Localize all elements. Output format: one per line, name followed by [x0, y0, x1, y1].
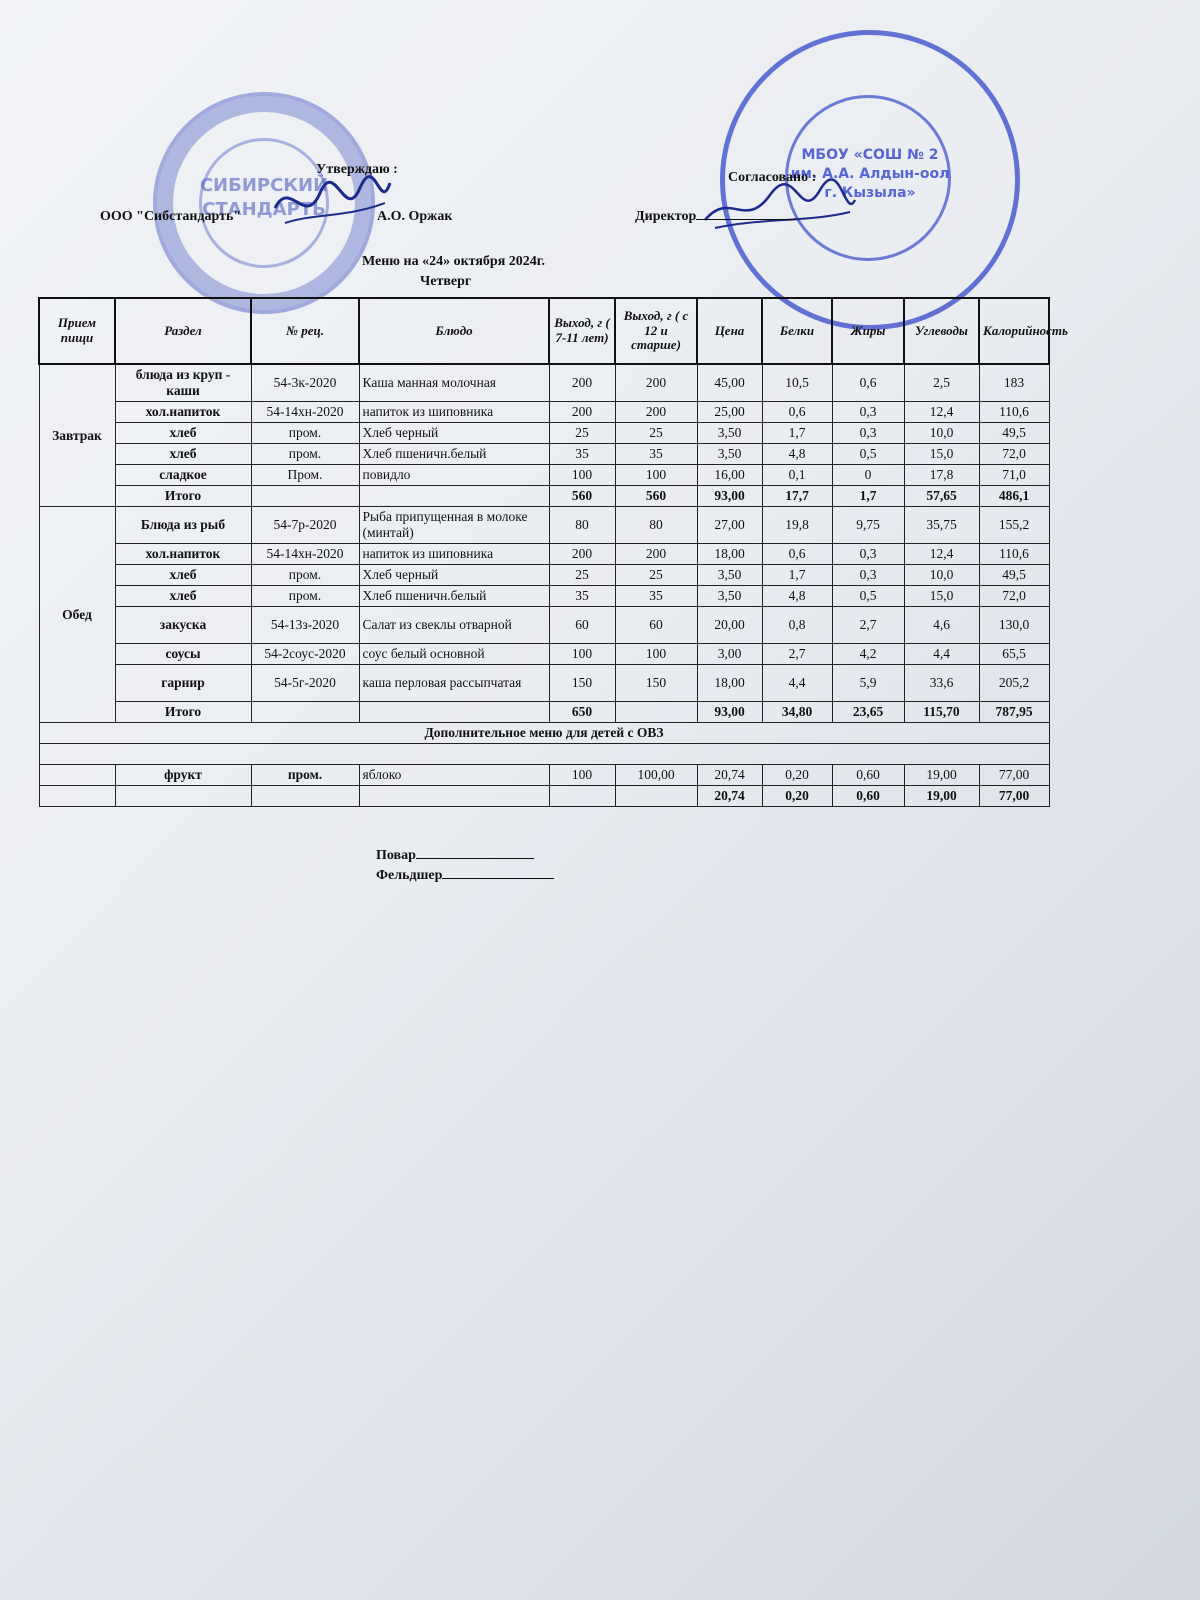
table-cell: 35	[549, 444, 615, 465]
table-cell: 27,00	[697, 507, 762, 544]
table-cell	[359, 786, 549, 807]
table-cell: каша перловая рассыпчатая	[359, 665, 549, 702]
table-cell: 33,6	[904, 665, 979, 702]
table-cell	[359, 486, 549, 507]
table-cell	[359, 702, 549, 723]
table-cell: 0,5	[832, 586, 904, 607]
table-cell: 19,00	[904, 765, 979, 786]
table-cell: 200	[549, 544, 615, 565]
table-cell: 100	[615, 644, 697, 665]
table-cell: Итого	[115, 486, 251, 507]
table-cell: 0,6	[762, 402, 832, 423]
table-cell: 787,95	[979, 702, 1049, 723]
table-cell: 200	[549, 364, 615, 402]
stamp-left-line2: СТАНДАРТЬ	[202, 199, 326, 220]
table-cell: 12,4	[904, 402, 979, 423]
director-line	[635, 209, 796, 225]
table-cell: пром.	[251, 765, 359, 786]
stamp-right-line3: г. Кызыла»	[824, 185, 916, 201]
approver-name: А.О. Оржак	[377, 209, 453, 224]
table-cell: 20,74	[697, 786, 762, 807]
total-row	[39, 702, 1049, 723]
table-row	[39, 586, 1049, 607]
table-cell: сладкое	[115, 465, 251, 486]
table-row	[39, 607, 1049, 644]
header-cell: Калорийность	[979, 298, 1049, 364]
header-cell: Раздел	[115, 298, 251, 364]
table-cell: соус белый основной	[359, 644, 549, 665]
table-row	[39, 665, 1049, 702]
table-cell: 23,65	[832, 702, 904, 723]
table-cell: соусы	[115, 644, 251, 665]
table-cell: 20,00	[697, 607, 762, 644]
table-cell	[615, 702, 697, 723]
header-cell: Выход, г ( с 12 и старше)	[615, 298, 697, 364]
table-cell: 200	[615, 544, 697, 565]
table-cell: 17,7	[762, 486, 832, 507]
approve-label: Утверждаю :	[316, 162, 398, 177]
table-cell: гарнир	[115, 665, 251, 702]
table-cell: 0,3	[832, 423, 904, 444]
table-cell: 0,1	[762, 465, 832, 486]
table-cell	[39, 744, 1049, 765]
table-cell: 486,1	[979, 486, 1049, 507]
table-cell: 200	[549, 402, 615, 423]
table-cell: 54-5г-2020	[251, 665, 359, 702]
table-cell: 57,65	[904, 486, 979, 507]
table-cell: 3,50	[697, 586, 762, 607]
table-cell: 60	[615, 607, 697, 644]
table-cell: 54-7р-2020	[251, 507, 359, 544]
table-cell: 54-2соус-2020	[251, 644, 359, 665]
table-cell: 19,00	[904, 786, 979, 807]
table-cell: пром.	[251, 586, 359, 607]
stamp-right-line2: им. А.А. Алдын-оол	[790, 166, 950, 182]
table-cell	[615, 786, 697, 807]
table-cell: 9,75	[832, 507, 904, 544]
table-cell: 80	[549, 507, 615, 544]
table-cell: 0,3	[832, 544, 904, 565]
table-row	[39, 765, 1049, 786]
table-cell: 54-13з-2020	[251, 607, 359, 644]
medic-label: Фельдшер	[376, 868, 443, 883]
table-cell: 15,0	[904, 586, 979, 607]
table-cell: Каша манная молочная	[359, 364, 549, 402]
meal-name-breakfast: Завтрак	[39, 364, 115, 507]
table-cell: 54-14хн-2020	[251, 402, 359, 423]
meal-name-lunch: Обед	[39, 507, 115, 723]
table-cell: 0,20	[762, 765, 832, 786]
table-cell: 4,6	[904, 607, 979, 644]
table-cell: 100	[549, 765, 615, 786]
extra-menu-title: Дополнительное меню для детей с ОВЗ	[39, 723, 1049, 744]
extra-menu-spacer-row	[39, 744, 1049, 765]
table-cell: 0,60	[832, 786, 904, 807]
table-cell: 3,50	[697, 565, 762, 586]
table-cell: Хлеб черный	[359, 423, 549, 444]
table-cell: 35	[549, 586, 615, 607]
extra-menu-title-row	[39, 723, 1049, 744]
table-cell: закуска	[115, 607, 251, 644]
table-row	[39, 565, 1049, 586]
table-cell: напиток из шиповника	[359, 402, 549, 423]
table-cell: 0	[832, 465, 904, 486]
table-cell: 4,8	[762, 586, 832, 607]
table-cell: 25	[615, 423, 697, 444]
table-cell: 2,7	[762, 644, 832, 665]
table-cell: Хлеб пшеничн.белый	[359, 586, 549, 607]
table-cell: 77,00	[979, 765, 1049, 786]
table-cell: Блюда из рыб	[115, 507, 251, 544]
table-cell: фрукт	[115, 765, 251, 786]
table-cell: 0,6	[762, 544, 832, 565]
cook-line	[376, 848, 534, 864]
table-cell: 3,00	[697, 644, 762, 665]
table-cell	[251, 786, 359, 807]
table-cell: 93,00	[697, 702, 762, 723]
table-cell: 100	[549, 465, 615, 486]
table-cell: 35	[615, 444, 697, 465]
table-row	[39, 402, 1049, 423]
director-label: Директор	[635, 209, 697, 224]
table-cell: 3,50	[697, 423, 762, 444]
table-cell: 49,5	[979, 423, 1049, 444]
table-cell: 25,00	[697, 402, 762, 423]
table-cell: 100,00	[615, 765, 697, 786]
table-cell	[39, 765, 115, 786]
table-cell: 205,2	[979, 665, 1049, 702]
table-cell: 4,4	[904, 644, 979, 665]
table-cell	[251, 486, 359, 507]
table-cell: 150	[549, 665, 615, 702]
table-cell: хлеб	[115, 586, 251, 607]
table-cell	[115, 786, 251, 807]
table-cell: 77,00	[979, 786, 1049, 807]
table-row	[39, 423, 1049, 444]
table-cell: 65,5	[979, 644, 1049, 665]
header-cell: Блюдо	[359, 298, 549, 364]
table-cell: пром.	[251, 444, 359, 465]
table-cell: 72,0	[979, 586, 1049, 607]
table-cell: 10,5	[762, 364, 832, 402]
table-cell: напиток из шиповника	[359, 544, 549, 565]
table-cell: 560	[549, 486, 615, 507]
table-cell	[251, 702, 359, 723]
table-cell: 34,80	[762, 702, 832, 723]
table-cell: хол.напиток	[115, 402, 251, 423]
medic-line	[376, 868, 554, 884]
table-cell: 10,0	[904, 565, 979, 586]
table-cell: 4,4	[762, 665, 832, 702]
table-cell: 100	[615, 465, 697, 486]
table-cell: блюда из круп - каши	[115, 364, 251, 402]
table-cell: 150	[615, 665, 697, 702]
table-cell: 2,7	[832, 607, 904, 644]
table-row	[39, 465, 1049, 486]
table-cell: хлеб	[115, 565, 251, 586]
table-cell	[39, 786, 115, 807]
table-cell: 0,8	[762, 607, 832, 644]
header-cell: Прием пищи	[39, 298, 115, 364]
table-cell: Рыба припущенная в молоке (минтай)	[359, 507, 549, 544]
menu-table	[38, 297, 1068, 807]
weekday: Четверг	[420, 274, 472, 289]
header-cell: № рец.	[251, 298, 359, 364]
table-cell: повидло	[359, 465, 549, 486]
table-cell: 49,5	[979, 565, 1049, 586]
table-cell: 80	[615, 507, 697, 544]
table-row	[39, 644, 1049, 665]
table-cell	[549, 786, 615, 807]
agreed-label: Согласовано :	[728, 170, 817, 185]
signature-left	[265, 168, 395, 238]
cook-label: Повар	[376, 848, 416, 863]
table-cell: 0,60	[832, 765, 904, 786]
table-cell: яблоко	[359, 765, 549, 786]
table-cell: 0,20	[762, 786, 832, 807]
table-cell: 2,5	[904, 364, 979, 402]
header-cell: Углеводы	[904, 298, 979, 364]
table-cell: Салат из свеклы отварной	[359, 607, 549, 644]
table-header-row	[39, 298, 1049, 364]
table-cell: 72,0	[979, 444, 1049, 465]
table-cell: 200	[615, 402, 697, 423]
table-row	[39, 444, 1049, 465]
table-cell: 4,8	[762, 444, 832, 465]
table-cell: 155,2	[979, 507, 1049, 544]
table-cell: 115,70	[904, 702, 979, 723]
table-cell: 45,00	[697, 364, 762, 402]
table-cell: 560	[615, 486, 697, 507]
table-cell: 0,5	[832, 444, 904, 465]
table-cell: 4,2	[832, 644, 904, 665]
table-cell: 100	[549, 644, 615, 665]
table-cell: пром.	[251, 565, 359, 586]
total-row	[39, 486, 1049, 507]
table-cell: 5,9	[832, 665, 904, 702]
table-cell: пром.	[251, 423, 359, 444]
table-cell: 71,0	[979, 465, 1049, 486]
table-cell: 93,00	[697, 486, 762, 507]
table-cell: 650	[549, 702, 615, 723]
table-row	[39, 364, 1049, 402]
table-cell: 0,3	[832, 402, 904, 423]
table-cell: 130,0	[979, 607, 1049, 644]
table-cell: Хлеб пшеничн.белый	[359, 444, 549, 465]
header-cell: Белки	[762, 298, 832, 364]
table-cell: 183	[979, 364, 1049, 402]
table-row	[39, 507, 1049, 544]
menu-date: Меню на «24» октября 2024г.	[362, 254, 546, 269]
table-cell: 17,8	[904, 465, 979, 486]
table-cell: 0,6	[832, 364, 904, 402]
table-cell: 12,4	[904, 544, 979, 565]
table-cell: хлеб	[115, 423, 251, 444]
table-cell: 18,00	[697, 665, 762, 702]
table-row	[39, 544, 1049, 565]
table-cell: 25	[549, 565, 615, 586]
table-cell: 60	[549, 607, 615, 644]
table-cell: хлеб	[115, 444, 251, 465]
table-cell: 0,3	[832, 565, 904, 586]
header-cell: Выход, г ( 7-11 лет)	[549, 298, 615, 364]
header-cell: Жиры	[832, 298, 904, 364]
table-cell: 1,7	[832, 486, 904, 507]
table-cell: 16,00	[697, 465, 762, 486]
table-cell: 110,6	[979, 544, 1049, 565]
table-cell: Пром.	[251, 465, 359, 486]
table-cell: 3,50	[697, 444, 762, 465]
table-cell: 25	[615, 565, 697, 586]
table-cell: 35	[615, 586, 697, 607]
table-cell: хол.напиток	[115, 544, 251, 565]
table-cell: 200	[615, 364, 697, 402]
table-cell: Итого	[115, 702, 251, 723]
stamp-left-line1: СИБИРСКИЙ	[199, 175, 329, 196]
table-cell: 1,7	[762, 565, 832, 586]
table-cell: 54-14хн-2020	[251, 544, 359, 565]
table-cell: 18,00	[697, 544, 762, 565]
table-cell: Хлеб черный	[359, 565, 549, 586]
table-cell: 54-3к-2020	[251, 364, 359, 402]
table-cell: 20,74	[697, 765, 762, 786]
header-cell: Цена	[697, 298, 762, 364]
table-cell: 15,0	[904, 444, 979, 465]
organization-name: ООО "Сибстандарть"	[100, 209, 242, 224]
table-cell: 110,6	[979, 402, 1049, 423]
table-cell: 19,8	[762, 507, 832, 544]
total-row	[39, 786, 1049, 807]
table-cell: 25	[549, 423, 615, 444]
stamp-right-line1: МБОУ «СОШ № 2	[801, 147, 939, 163]
table-cell: 35,75	[904, 507, 979, 544]
table-cell: 1,7	[762, 423, 832, 444]
table-cell: 10,0	[904, 423, 979, 444]
